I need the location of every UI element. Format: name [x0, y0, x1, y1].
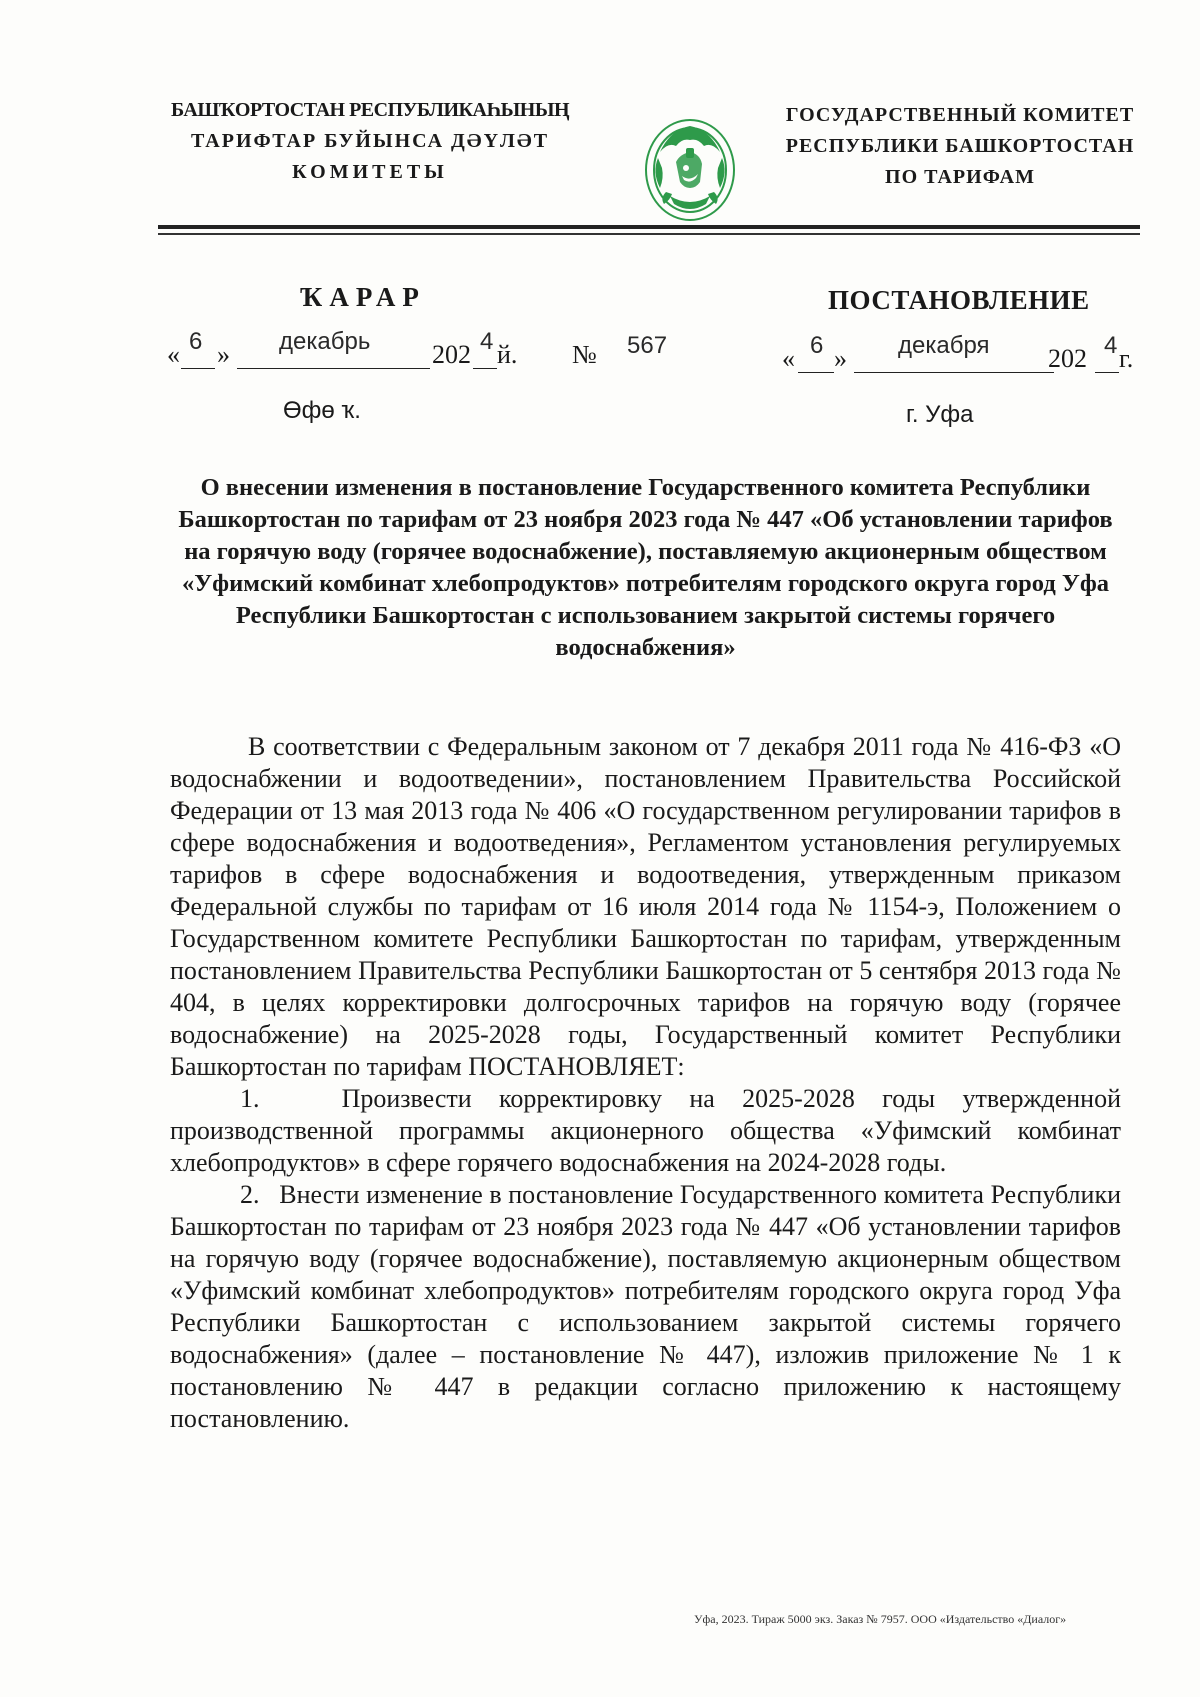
document-title: О внесении изменения в постановление Государственного комитета Республики Башкортостан по тарифам от 23 ноября 2023 года № 447 «Об установлении тарифов на горячую воду (горячее водоснабжение), поставляемую акционерным обществом «Уфимский комбинат хлебопродуктов» потребителям городского округа город Уфа Республики Башкортостан с использованием закрытой системы горячего водоснабжения» [178, 474, 1113, 661]
date-right-open-quote: « [782, 344, 795, 373]
document-body [170, 731, 1121, 1435]
date-right-month: декабря [898, 332, 990, 359]
header-left-line2: ТАРИФТАР БУЙЫНСА ДӘҮЛӘТ [190, 130, 550, 152]
date-left-year-underline [473, 368, 497, 369]
header-bashkir [160, 95, 580, 188]
header-russian [780, 100, 1140, 193]
header-divider-thick [158, 225, 1140, 229]
date-left-day: 6 [189, 328, 203, 355]
header-right-line3: ПО ТАРИФАМ [885, 166, 1035, 188]
date-right-suffix: г. [1119, 344, 1134, 373]
place-russian: г. Уфа [906, 401, 974, 428]
date-right-year-digit: 4 [1104, 332, 1118, 359]
date-right-day-underline [798, 372, 834, 373]
header-divider-thin [158, 233, 1140, 235]
date-left-day-underline [181, 368, 215, 369]
date-left-open-quote: « [167, 340, 180, 369]
date-right-close-quote: » [834, 344, 847, 373]
date-left-year-prefix: 202 [432, 340, 471, 369]
date-left-month-underline [237, 368, 430, 369]
date-right-month-underline [854, 372, 1054, 373]
date-right-day: 6 [810, 332, 824, 359]
date-left-month: декабрь [279, 328, 371, 355]
date-left-suffix: й. [497, 340, 518, 369]
header-right-line1: ГОСУДАРСТВЕННЫЙ КОМИТЕТ [785, 104, 1135, 126]
item-1-paragraph: 1. Произвести корректировку на 2025-2028 годы утвержденной производственной программы акционерного общества «Уфимский комбинат хлебопродуктов» в сфере горячего водоснабжения на 2024-2028 годы. [170, 1084, 1121, 1177]
doc-type-russian: ПОСТАНОВЛЕНИЕ [828, 285, 1090, 315]
print-footer: Уфа, 2023. Тираж 5000 экз. Заказ № 7957. ООО «Издательство «Диалог» [694, 1612, 1067, 1626]
bashkortostan-emblem-icon [640, 112, 740, 224]
date-right-year-underline [1095, 372, 1119, 373]
date-right-year-prefix: 202 [1048, 344, 1087, 373]
doc-type-bashkir: ҠАРАР [300, 282, 426, 312]
item-2-paragraph: 2. Внести изменение в постановление Государственного комитета Республики Башкортостан по тарифам от 23 ноября 2023 года № 447 «Об установлении тарифов на горячую воду (горячее водоснабжение), поставляемую акционерным обществом «Уфимский комбинат хлебопродуктов» потребителям городского округа город Уфа Республики Башкортостан с использованием закрытой системы горячего водоснабжения» (далее – постановление № 447), изложив приложение № 1 к постановлению № 447 в редакции согласно приложению к настоящему постановлению. [170, 1180, 1121, 1433]
header-left-line3: КОМИТЕТЫ [292, 161, 448, 183]
preamble-paragraph: В соответствии с Федеральным законом от 7 декабря 2011 года № 416-ФЗ «О водоснабжении и водоотведении», постановлением Правительства Российской Федерации от 13 мая 2013 года № 406 «О государственном регулировании тарифов в сфере водоснабжения и водоотведения», Регламентом установления регулируемых тарифов в сфере водоснабжения и водоотведения, утвержденным приказом Федеральной службы по тарифам от 16 июля 2014 года № 1154-э, Положением о Государственном комитете Республики Башкортостан по тарифам, утвержденным постановлением Правительства Республики Башкортостан от 5 сентября 2013 года № 404, в целях корректировки долгосрочных тарифов на горячую воду (горячее водоснабжение) на 2025-2028 годы, Государственный комитет Республики Башкортостан по тарифам ПОСТАНОВЛЯЕТ: [170, 732, 1121, 1081]
date-left-year-digit: 4 [480, 328, 494, 355]
date-left-close-quote: » [217, 340, 230, 369]
header-right-line2: РЕСПУБЛИКИ БАШКОРТОСТАН [785, 135, 1135, 157]
place-bashkir: Өфө ҡ. [283, 397, 361, 424]
header-left-line1: БАШҠОРТОСТАН РЕСПУБЛИКАҺЫНЫҢ [170, 99, 570, 121]
doc-number: 567 [627, 332, 668, 359]
doc-number-sign: № [572, 340, 597, 369]
